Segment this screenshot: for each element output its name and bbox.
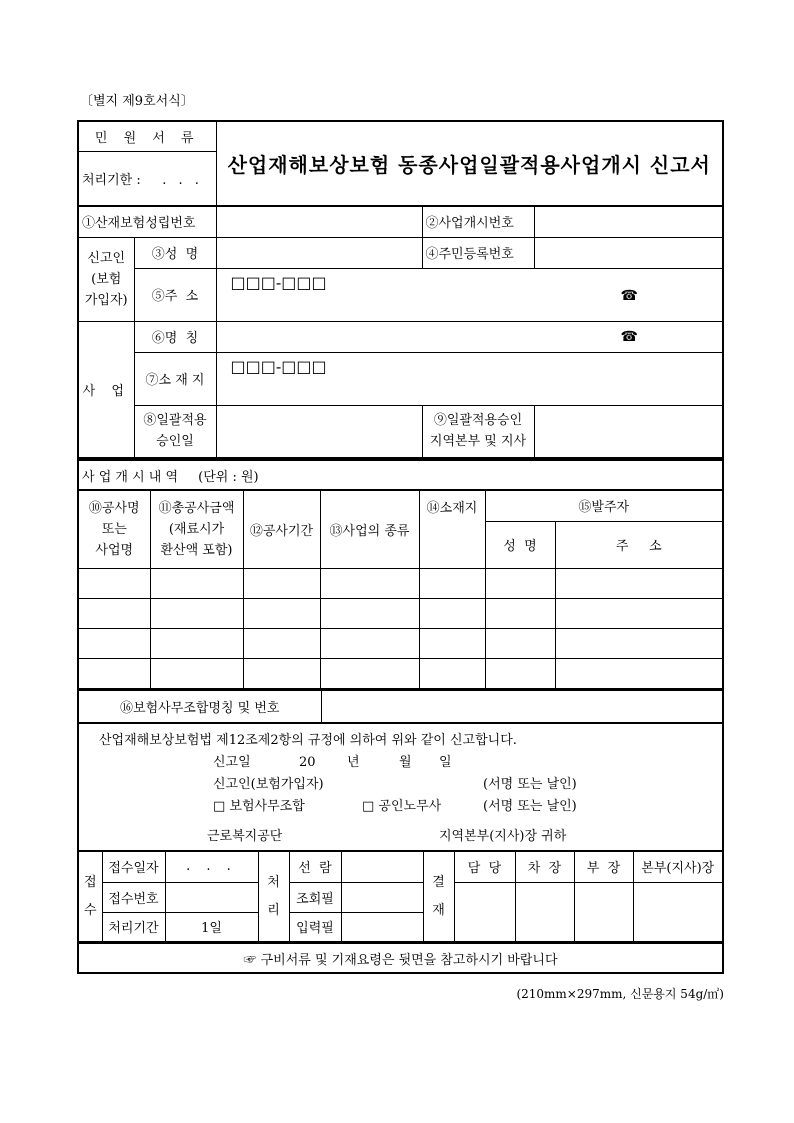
header-table bbox=[77, 120, 724, 207]
reporter-group-label: 신고인 (보험 가입자) bbox=[78, 237, 134, 321]
deadline-cell bbox=[78, 151, 216, 206]
page-title: 산업재해보상보험 동종사업일괄적용사업개시 신고서 bbox=[216, 121, 723, 206]
cell-input[interactable] bbox=[320, 628, 419, 658]
cell-input[interactable] bbox=[320, 568, 419, 598]
cell-input[interactable] bbox=[320, 598, 419, 628]
cell-input[interactable] bbox=[78, 658, 150, 689]
review-label: 선 람 bbox=[289, 851, 341, 882]
signature-label: (서명 또는 날인) bbox=[483, 777, 577, 792]
col-header-project: ⑩공사명 또는 사업명 bbox=[78, 490, 150, 568]
processing-period-label: 처리기간 bbox=[102, 912, 165, 942]
receipt-date-label: 접수일자 bbox=[102, 851, 165, 882]
col-header-orderer-address: 주 소 bbox=[555, 521, 723, 568]
cell-input[interactable] bbox=[555, 658, 723, 689]
approval-deputy-label: 차 장 bbox=[515, 851, 574, 882]
f9-label: ⑨일괄적용승인 지역본부 및 지사 bbox=[422, 405, 534, 458]
doc-type-label: 민 원 서 류 bbox=[78, 121, 216, 151]
approval-deputy-sign[interactable] bbox=[515, 882, 574, 942]
f1-label: ①산재보험성립번호 bbox=[78, 206, 216, 237]
f5-value[interactable] bbox=[216, 268, 723, 321]
cell-input[interactable] bbox=[485, 568, 555, 598]
recipient-org: 근로복지공단 bbox=[207, 829, 283, 844]
cell-input[interactable] bbox=[243, 568, 320, 598]
cell-input[interactable] bbox=[243, 628, 320, 658]
receipt-number-value[interactable] bbox=[165, 882, 258, 912]
table-row bbox=[78, 568, 723, 598]
table-row bbox=[78, 628, 723, 658]
cell-input[interactable] bbox=[419, 658, 485, 689]
f8-label: ⑧일괄적용 승인일 bbox=[134, 405, 216, 458]
approval-manager-sign[interactable] bbox=[574, 882, 633, 942]
section-title-cell bbox=[78, 460, 723, 490]
col-header-amount: ⑪총공사금액 (재료시가 환산액 포함) bbox=[150, 490, 243, 568]
declaration-block bbox=[77, 722, 724, 850]
col-header-type: ⑬사업의 종류 bbox=[320, 490, 419, 568]
f3-value[interactable] bbox=[216, 237, 422, 268]
footer-note: ☞ 구비서류 및 기재요령은 뒷면을 참고하시기 바랍니다 bbox=[78, 943, 723, 973]
f9-value[interactable] bbox=[534, 405, 723, 458]
paper-spec: (210mm×297mm, 신문용지 54g/㎡) bbox=[516, 987, 724, 1001]
cell-input[interactable] bbox=[150, 598, 243, 628]
f6-value[interactable] bbox=[216, 321, 723, 352]
agent-association-checkbox[interactable]: □ 보험사무조합 bbox=[213, 799, 305, 814]
col-header-location: ⑭소재지 bbox=[419, 490, 485, 568]
section-title: 사 업 개 시 내 역 bbox=[82, 469, 179, 485]
zip-code-boxes: □□□-□□□ bbox=[230, 356, 327, 376]
zip-code-boxes: □□□-□□□ bbox=[230, 272, 327, 292]
phone-icon: ☎ bbox=[620, 287, 638, 304]
f2-label: ②사업개시번호 bbox=[422, 206, 534, 237]
approval-staff-label: 담 당 bbox=[454, 851, 515, 882]
approval-label: 결 재 bbox=[423, 851, 454, 942]
cell-input[interactable] bbox=[78, 628, 150, 658]
cell-input[interactable] bbox=[555, 568, 723, 598]
review-value[interactable] bbox=[341, 851, 423, 882]
section-table bbox=[77, 459, 724, 491]
col-header-period: ⑫공사기간 bbox=[243, 490, 320, 568]
agent-laborattorney-checkbox[interactable]: □ 공인노무사 bbox=[362, 799, 442, 814]
approval-manager-label: 부 장 bbox=[574, 851, 633, 882]
table-row bbox=[78, 598, 723, 628]
approval-staff-sign[interactable] bbox=[454, 882, 515, 942]
cell-input[interactable] bbox=[78, 598, 150, 628]
declaration-statement: 산업재해보상보험법 제12조제2항의 규정에 의하여 위와 같이 신고합니다. bbox=[99, 733, 517, 748]
f4-value[interactable] bbox=[534, 237, 723, 268]
cell-input[interactable] bbox=[320, 658, 419, 689]
f16-value[interactable] bbox=[321, 690, 723, 723]
input-label: 입력필 bbox=[289, 912, 341, 942]
f1-value[interactable] bbox=[216, 206, 422, 237]
cell-input[interactable] bbox=[150, 658, 243, 689]
section-unit: (단위 : 원) bbox=[198, 469, 259, 485]
cell-input[interactable] bbox=[78, 568, 150, 598]
info-table bbox=[77, 205, 724, 459]
business-group-label: 사 업 bbox=[78, 321, 134, 458]
f3-label: ③성 명 bbox=[134, 237, 216, 268]
cell-input[interactable] bbox=[419, 568, 485, 598]
deadline-value: . . . bbox=[162, 172, 203, 188]
footer-table bbox=[77, 942, 724, 974]
f8-value[interactable] bbox=[216, 405, 422, 458]
f6-label: ⑥명 칭 bbox=[134, 321, 216, 352]
query-label: 조회필 bbox=[289, 882, 341, 912]
recipient-title: 지역본부(지사)장 귀하 bbox=[439, 829, 567, 844]
processing-period-value: 1일 bbox=[165, 912, 258, 942]
cell-input[interactable] bbox=[485, 628, 555, 658]
business-table bbox=[77, 489, 724, 690]
col-header-orderer-name: 성 명 bbox=[485, 521, 555, 568]
receipt-number-label: 접수번호 bbox=[102, 882, 165, 912]
office-table bbox=[77, 850, 724, 943]
cell-input[interactable] bbox=[485, 658, 555, 689]
f4-label: ④주민등록번호 bbox=[422, 237, 534, 268]
f2-value[interactable] bbox=[534, 206, 723, 237]
year-prefix: 20 bbox=[299, 755, 316, 770]
process-label: 처 리 bbox=[258, 851, 289, 942]
phone-icon: ☎ bbox=[620, 328, 638, 345]
query-value[interactable] bbox=[341, 882, 423, 912]
f7-value[interactable] bbox=[216, 352, 723, 405]
cell-input[interactable] bbox=[150, 628, 243, 658]
table-row bbox=[78, 658, 723, 689]
receipt-label: 접 수 bbox=[78, 851, 102, 942]
association-table bbox=[77, 689, 724, 724]
cell-input[interactable] bbox=[419, 628, 485, 658]
f7-label: ⑦소 재 지 bbox=[134, 352, 216, 405]
deadline-label: 처리기한 : bbox=[82, 172, 141, 188]
f5-label: ⑤주 소 bbox=[134, 268, 216, 321]
reporter-label: 신고인(보험가입자) bbox=[213, 777, 324, 792]
day-label: 일 bbox=[439, 755, 452, 770]
signature-label-2: (서명 또는 날인) bbox=[483, 799, 577, 814]
month-label: 월 bbox=[399, 755, 412, 770]
cell-input[interactable] bbox=[555, 598, 723, 628]
cell-input[interactable] bbox=[555, 628, 723, 658]
cell-input[interactable] bbox=[150, 568, 243, 598]
receipt-date-value: . . . bbox=[165, 851, 258, 882]
cell-input[interactable] bbox=[243, 598, 320, 628]
col-header-orderer: ⑮발주자 bbox=[485, 490, 723, 521]
cell-input[interactable] bbox=[485, 598, 555, 628]
cell-input[interactable] bbox=[419, 598, 485, 628]
approval-head-label: 본부(지사)장 bbox=[633, 851, 723, 882]
input-value[interactable] bbox=[341, 912, 423, 942]
form-id: 〔별지 제9호서식〕 bbox=[80, 94, 194, 109]
year-label: 년 bbox=[347, 755, 360, 770]
f16-label: ⑯보험사무조합명칭 및 번호 bbox=[78, 690, 321, 723]
cell-input[interactable] bbox=[243, 658, 320, 689]
approval-head-sign[interactable] bbox=[633, 882, 723, 942]
report-date-label: 신고일 bbox=[213, 755, 251, 770]
